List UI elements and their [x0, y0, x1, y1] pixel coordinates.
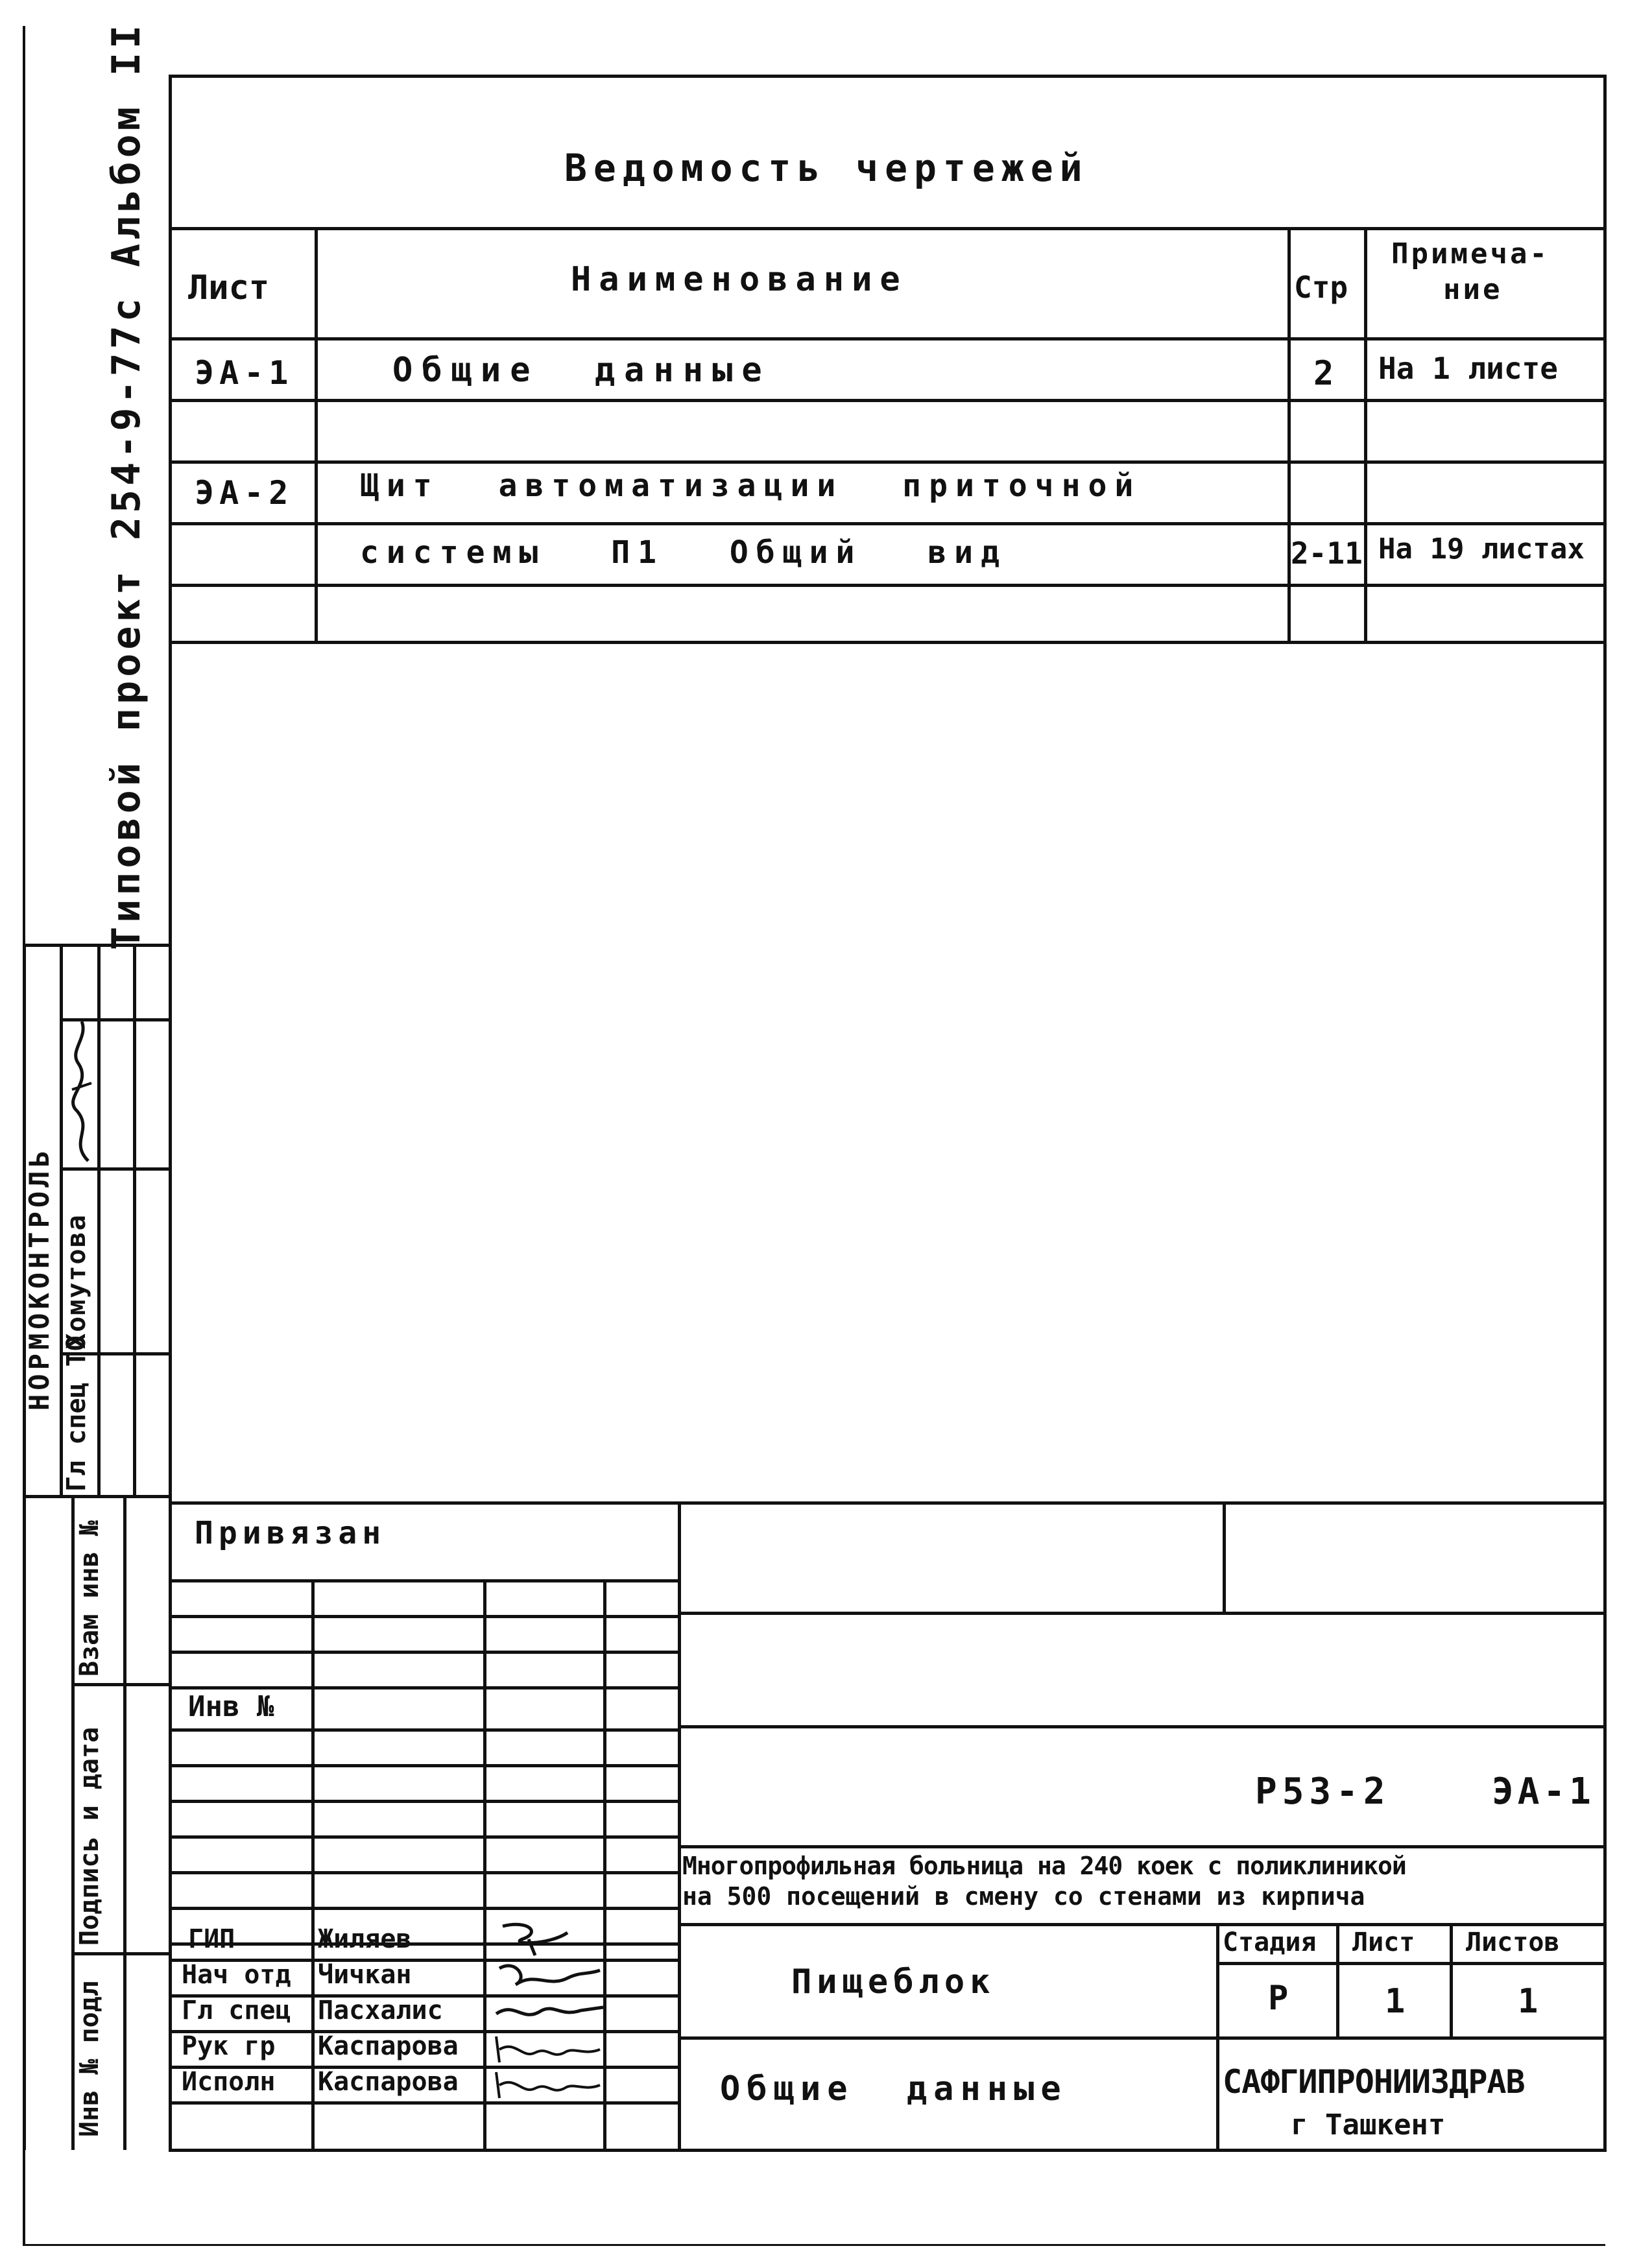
row2-name: Щит автоматизации приточной — [360, 468, 1142, 504]
side-strip-line — [23, 1495, 172, 1498]
organization: САФГИПРОНИИЗДРАВ — [1223, 2063, 1525, 2101]
stamp-col-line — [483, 1579, 486, 2150]
table-col-line — [1364, 227, 1367, 644]
signature-nach-otd — [490, 1959, 606, 1998]
table-row-line — [169, 522, 1607, 525]
header-page: Стр — [1294, 270, 1348, 305]
table-col-line — [1287, 227, 1291, 644]
stamp-col-line — [1336, 1923, 1339, 2036]
header-note-line1: Примеча- — [1391, 237, 1550, 270]
role-ispoln: Исполн — [182, 2067, 276, 2097]
komutova-label: Хомутова — [62, 1213, 91, 1349]
city: г Ташкент — [1291, 2108, 1446, 2142]
stamp-line — [1216, 1962, 1607, 1965]
name-gl-spec: Пасхалис — [318, 1996, 443, 2025]
stamp-col-line — [1223, 1501, 1226, 1612]
row1-note: На 1 листе — [1378, 351, 1558, 386]
side-strip-line — [133, 944, 136, 1495]
stamp-line — [169, 1686, 678, 1689]
side-strip-line — [123, 1495, 126, 2150]
row3-page: 2-11 — [1291, 536, 1363, 571]
table-bottom-line — [169, 641, 1607, 644]
header-note-line2: ние — [1443, 273, 1503, 306]
table-col-line — [315, 227, 318, 644]
stage-value: Р — [1268, 1979, 1289, 2018]
stamp-line — [169, 1764, 678, 1767]
stamp-line — [169, 1579, 678, 1582]
row1-name: Общие данные — [392, 351, 771, 390]
object-line1: Многопрофильная больница на 240 коек с поликлиникой — [682, 1852, 1406, 1880]
stamp-divider — [678, 1501, 681, 2150]
signature-ispoln — [490, 2066, 606, 2105]
signature-ruk-gr — [490, 2030, 606, 2069]
doc-code: Р53-2 — [1255, 1771, 1391, 1813]
vzam-inv-label: Взам инв № — [75, 1520, 104, 1677]
stamp-line — [169, 1800, 678, 1803]
side-strip-line — [60, 1167, 170, 1171]
stamp-col-line — [311, 1579, 315, 2150]
stamp-top-line — [169, 1501, 1607, 1505]
signature-gip — [490, 1920, 606, 1959]
sheet-code: ЭА-1 — [1492, 1771, 1595, 1813]
table-row-line — [169, 584, 1607, 587]
role-nach-otd: Нач отд — [182, 1960, 291, 1990]
stamp-line — [678, 1612, 1607, 1615]
gl-spec-label: Гл спец ТО — [62, 1335, 91, 1492]
sheet-value: 1 — [1385, 1982, 1406, 2021]
sheet-header: Лист — [1352, 1928, 1415, 1957]
stamp-line — [169, 1835, 678, 1839]
podpis-data-label: Подпись и дата — [75, 1726, 104, 1946]
side-strip-line — [71, 1683, 172, 1686]
table-row-line — [169, 399, 1607, 402]
row3-note: На 19 листах — [1378, 532, 1585, 566]
stamp-line — [678, 1923, 1607, 1926]
table-row-line — [169, 460, 1607, 464]
stamp-line — [678, 1845, 1607, 1848]
stamp-line — [169, 1651, 678, 1654]
row3-name: системы П1 Общий вид — [360, 534, 1007, 571]
name-ruk-gr: Каспарова — [318, 2031, 459, 2061]
privyazan-label: Привязан — [195, 1515, 387, 1551]
row2-sheet: ЭА-2 — [195, 474, 294, 512]
header-sheet: Лист — [188, 269, 270, 307]
stamp-line — [169, 1615, 678, 1618]
stage-header: Стадия — [1223, 1928, 1317, 1957]
building-name: Пищеблок — [791, 1963, 996, 2001]
inv-no-label: Инв № — [188, 1690, 274, 1723]
role-gip: ГИП — [188, 1924, 235, 1954]
row1-sheet: ЭА-1 — [195, 354, 294, 392]
name-ispoln: Каспарова — [318, 2067, 459, 2097]
table-header-bottom — [169, 337, 1607, 340]
inv-podl-label: Инв № подл — [75, 1981, 104, 2137]
stamp-line — [678, 1725, 1607, 1728]
row1-page: 2 — [1313, 354, 1334, 393]
sheet-title: Ведомость чертежей — [564, 146, 1089, 190]
side-strip-line — [71, 1952, 172, 1955]
signature-gl-spec — [490, 1994, 606, 2033]
header-name: Наименование — [571, 260, 908, 299]
stamp-line — [169, 1907, 678, 1910]
drawing-frame — [169, 75, 1607, 2152]
side-strip-line — [23, 944, 26, 2150]
project-label: Типовой проект 254-9-77с Альбом II — [104, 21, 149, 950]
table-top-line — [169, 227, 1607, 230]
drawing-name: Общие данные — [720, 2070, 1068, 2108]
stamp-line — [678, 2036, 1607, 2040]
object-line2: на 500 посещений в смену со стенами из кирпича — [682, 1882, 1365, 1911]
stamp-line — [169, 1871, 678, 1874]
stamp-col-line — [1216, 1923, 1219, 2150]
sheets-header: Листов — [1466, 1928, 1560, 1957]
name-gip: Жиляев — [318, 1924, 412, 1954]
role-gl-spec: Гл спец — [182, 1996, 291, 2025]
stamp-col-line — [1450, 1923, 1453, 2036]
bottom-margin-line — [23, 2244, 1605, 2246]
signature-normcontrol — [62, 1012, 99, 1167]
sheets-value: 1 — [1518, 1982, 1538, 2021]
name-nach-otd: Чичкан — [318, 1960, 412, 1990]
normcontrol-label: НОРМОКОНТРОЛЬ — [23, 1147, 55, 1411]
role-ruk-gr: Рук гр — [182, 2031, 276, 2061]
stamp-line — [169, 1728, 678, 1732]
